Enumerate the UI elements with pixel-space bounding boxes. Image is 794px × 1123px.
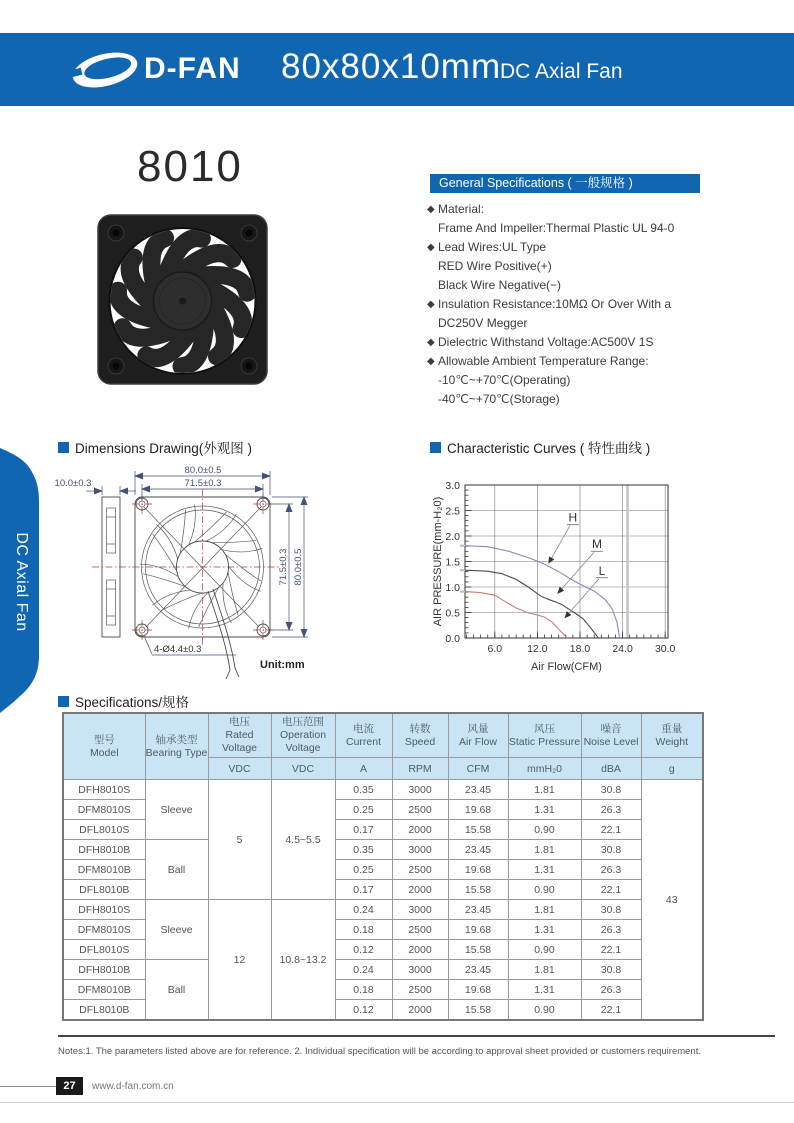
col-unit: VDC — [208, 758, 271, 780]
col-header: 重量 Weight — [641, 713, 703, 758]
col-header: 型号 Model — [63, 713, 145, 780]
spec-item-text: Material: — [438, 202, 485, 216]
col-unit: VDC — [271, 758, 335, 780]
spec-item-text: Dielectric Withstand Voltage:AC500V 1S — [438, 335, 654, 349]
cell-pressure: 0.90 — [508, 880, 581, 900]
svg-text:18.0: 18.0 — [569, 643, 591, 655]
cell-airflow: 15.58 — [448, 940, 508, 960]
cell-speed: 2000 — [392, 940, 448, 960]
cell-pressure: 0.90 — [508, 940, 581, 960]
cell-current: 0.18 — [335, 920, 392, 940]
spec-item — [427, 219, 787, 238]
cell-operation-voltage: 4.5~5.5 — [271, 780, 335, 900]
cell-airflow: 15.58 — [448, 880, 508, 900]
spec-table-wrap — [62, 712, 704, 1021]
website-url: www.d-fan.com.cn — [92, 1081, 174, 1092]
cell-weight: 43 — [641, 780, 703, 1021]
spec-item — [427, 314, 787, 333]
dim-holes-label: 4-Ø4.4±0.3 — [154, 644, 202, 655]
svg-text:Air Flow(CFM): Air Flow(CFM) — [531, 661, 602, 673]
cell-speed: 2000 — [392, 820, 448, 840]
svg-text:12.0: 12.0 — [527, 643, 548, 655]
spec-table-section-title: Specifications/规格 — [58, 691, 189, 711]
svg-text:2.0: 2.0 — [445, 530, 460, 543]
cell-speed: 3000 — [392, 960, 448, 980]
cell-pressure: 1.81 — [508, 900, 581, 920]
general-specs-header: General Specifications ( 一般规格 ) — [430, 174, 700, 193]
cell-current: 0.12 — [335, 940, 392, 960]
cell-airflow: 19.68 — [448, 800, 508, 820]
cell-airflow: 23.45 — [448, 900, 508, 920]
svg-text:1.0: 1.0 — [445, 581, 460, 594]
cell-model: DFH8010S — [63, 780, 145, 800]
cell-current: 0.17 — [335, 820, 392, 840]
page-title-size: 80x80x10mm — [281, 47, 502, 86]
cell-pressure: 0.90 — [508, 820, 581, 840]
cell-current: 0.35 — [335, 840, 392, 860]
cell-model: DFL8010S — [63, 940, 145, 960]
cell-airflow: 23.45 — [448, 960, 508, 980]
spec-item-text: Insulation Resistance:10MΩ Or Over With a — [438, 297, 672, 311]
cell-rated-voltage: 5 — [208, 780, 271, 900]
cell-noise: 30.8 — [581, 840, 641, 860]
cell-airflow: 19.68 — [448, 980, 508, 1000]
col-unit: g — [641, 758, 703, 780]
cell-current: 0.12 — [335, 1000, 392, 1021]
cell-model: DFH8010B — [63, 960, 145, 980]
cell-noise: 26.3 — [581, 980, 641, 1000]
cell-model: DFL8010B — [63, 1000, 145, 1021]
cell-model: DFM8010B — [63, 980, 145, 1000]
spec-item — [427, 333, 787, 352]
cell-model: DFL8010S — [63, 820, 145, 840]
spec-item — [427, 238, 787, 257]
cell-noise: 26.3 — [581, 920, 641, 940]
svg-text:30.0: 30.0 — [654, 643, 676, 655]
table-row — [63, 900, 703, 920]
diamond-bullet-icon: ◆ — [427, 299, 435, 310]
dim-thickness-label: 10.0±0.3 — [54, 478, 92, 489]
cell-airflow: 23.45 — [448, 780, 508, 800]
spec-item-text: -40℃~+70℃(Storage) — [438, 392, 560, 406]
cell-current: 0.35 — [335, 780, 392, 800]
page-title-type: DC Axial Fan — [500, 60, 623, 83]
dim-height-label: 80.0±0.5 — [293, 548, 304, 586]
cell-speed: 3000 — [392, 840, 448, 860]
cell-speed: 2000 — [392, 1000, 448, 1021]
cell-current: 0.25 — [335, 860, 392, 880]
cell-speed: 2000 — [392, 880, 448, 900]
spec-item — [427, 371, 787, 390]
cell-current: 0.24 — [335, 900, 392, 920]
col-unit: dBA — [581, 758, 641, 780]
cell-pressure: 1.31 — [508, 920, 581, 940]
svg-text:0.5: 0.5 — [445, 607, 460, 620]
curves-section-title: Characteristic Curves ( 特性曲线 ) — [430, 437, 650, 457]
svg-text:H: H — [568, 510, 578, 525]
cell-speed: 2500 — [392, 860, 448, 880]
cell-model: DFM8010B — [63, 860, 145, 880]
spec-item — [427, 200, 787, 219]
spec-item-text: Black Wire Negative(−) — [438, 278, 562, 292]
side-tab — [0, 440, 44, 730]
col-header: 电压范围 Operation Voltage — [271, 713, 335, 758]
spec-table — [62, 712, 704, 1021]
cell-speed: 3000 — [392, 780, 448, 800]
dimensions-section-title: Dimensions Drawing(外观图 ) — [58, 437, 252, 457]
cell-current: 0.24 — [335, 960, 392, 980]
cell-model: DFL8010B — [63, 880, 145, 900]
cell-rated-voltage: 12 — [208, 900, 271, 1021]
diamond-bullet-icon: ◆ — [427, 242, 435, 253]
col-header: 风压 Static Pressure — [508, 713, 581, 758]
brand-logo-icon — [70, 48, 140, 93]
svg-text:AIR PRESSURE(mm-H₂0): AIR PRESSURE(mm-H₂0) — [432, 496, 444, 627]
col-unit: CFM — [448, 758, 508, 780]
table-row — [63, 840, 703, 860]
cell-noise: 30.8 — [581, 780, 641, 800]
cell-noise: 30.8 — [581, 960, 641, 980]
spec-item — [427, 352, 787, 371]
cell-noise: 26.3 — [581, 860, 641, 880]
col-header: 电流 Current — [335, 713, 392, 758]
side-tab-label: DC Axial Fan — [13, 532, 30, 632]
spec-item — [427, 295, 787, 314]
spec-item — [427, 257, 787, 276]
page-number-rule — [0, 1086, 56, 1087]
dim-hole-pitch-v-label: 71.5±0.3 — [278, 548, 289, 586]
blue-square-bullet-icon — [58, 442, 69, 453]
svg-text:6.0: 6.0 — [487, 643, 503, 655]
notes-divider — [58, 1035, 775, 1037]
brand-name: D-FAN — [144, 52, 241, 85]
spec-item-text: Allowable Ambient Temperature Range: — [438, 354, 649, 368]
cell-airflow: 15.58 — [448, 820, 508, 840]
cell-pressure: 1.31 — [508, 860, 581, 880]
cell-airflow: 19.68 — [448, 860, 508, 880]
cell-airflow: 15.58 — [448, 1000, 508, 1021]
fan-product-image — [95, 212, 270, 387]
cell-operation-voltage: 10.8~13.2 — [271, 900, 335, 1021]
cell-pressure: 1.81 — [508, 960, 581, 980]
svg-text:2.5: 2.5 — [445, 505, 460, 518]
cell-noise: 22.1 — [581, 880, 641, 900]
col-unit: RPM — [392, 758, 448, 780]
col-header: 风量 Air Flow — [448, 713, 508, 758]
cell-model: DFM8010S — [63, 800, 145, 820]
cell-pressure: 1.31 — [508, 980, 581, 1000]
col-header: 噪音 Noise Level — [581, 713, 641, 758]
cell-model: DFH8010S — [63, 900, 145, 920]
cell-model: DFM8010S — [63, 920, 145, 940]
cell-speed: 2500 — [392, 800, 448, 820]
cell-speed: 2500 — [392, 980, 448, 1000]
svg-text:L: L — [598, 563, 606, 578]
cell-noise: 30.8 — [581, 900, 641, 920]
col-header: 轴承类型 Bearing Type — [145, 713, 208, 780]
table-header-row — [63, 713, 703, 758]
svg-text:0.0: 0.0 — [445, 632, 460, 645]
notes-text: Notes:1. The parameters listed above are for reference. 2. Individual specification will be according to approval sheet provided or customers requirement. — [58, 1046, 701, 1057]
cell-pressure: 1.81 — [508, 780, 581, 800]
model-number-heading: 8010 — [137, 142, 243, 191]
cell-noise: 22.1 — [581, 940, 641, 960]
cell-speed: 3000 — [392, 900, 448, 920]
cell-noise: 22.1 — [581, 820, 641, 840]
cell-noise: 26.3 — [581, 800, 641, 820]
diamond-bullet-icon: ◆ — [427, 356, 435, 367]
general-specs-list — [427, 200, 787, 409]
cell-current: 0.18 — [335, 980, 392, 1000]
cell-airflow: 23.45 — [448, 840, 508, 860]
cell-pressure: 1.81 — [508, 840, 581, 860]
table-row — [63, 960, 703, 980]
spec-item — [427, 390, 787, 409]
dimensions-drawing — [40, 455, 340, 705]
blue-square-bullet-icon — [430, 442, 441, 453]
cell-model: DFH8010B — [63, 840, 145, 860]
svg-text:M: M — [592, 537, 603, 552]
characteristic-curves-chart — [430, 455, 790, 685]
cell-pressure: 0.90 — [508, 1000, 581, 1021]
cell-speed: 2500 — [392, 920, 448, 940]
dim-width-label: 80.0±0.5 — [184, 465, 222, 476]
cell-current: 0.17 — [335, 880, 392, 900]
cell-airflow: 19.68 — [448, 920, 508, 940]
unit-label: Unit:mm — [260, 659, 305, 671]
cell-bearing: Sleeve — [145, 900, 208, 960]
col-unit: A — [335, 758, 392, 780]
cell-bearing: Ball — [145, 960, 208, 1021]
svg-text:24.0: 24.0 — [612, 643, 633, 655]
spec-item — [427, 276, 787, 295]
spec-item-text: -10℃~+70℃(Operating) — [438, 373, 571, 387]
spec-item-text: Lead Wires:UL Type — [438, 240, 547, 254]
cell-current: 0.25 — [335, 800, 392, 820]
svg-text:3.0: 3.0 — [445, 479, 460, 492]
svg-text:1.5: 1.5 — [445, 556, 460, 569]
spec-item-text: RED Wire Positive(+) — [438, 259, 552, 273]
dim-hole-pitch-label: 71.5±0.3 — [184, 478, 222, 489]
bottom-rule — [0, 1102, 794, 1103]
col-header: 电压 Rated Voltage — [208, 713, 271, 758]
col-header: 转数 Speed — [392, 713, 448, 758]
diamond-bullet-icon: ◆ — [427, 337, 435, 348]
page-number-badge: 27 — [56, 1077, 83, 1095]
cell-pressure: 1.31 — [508, 800, 581, 820]
cell-bearing: Ball — [145, 840, 208, 900]
table-row — [63, 780, 703, 800]
spec-item-text: DC250V Megger — [438, 316, 528, 330]
blue-square-bullet-icon — [58, 696, 69, 707]
col-unit: mmH₂0 — [508, 758, 581, 780]
cell-noise: 22.1 — [581, 1000, 641, 1021]
diamond-bullet-icon: ◆ — [427, 204, 435, 215]
spec-item-text: Frame And Impeller:Thermal Plastic UL 94-0 — [438, 221, 675, 235]
cell-bearing: Sleeve — [145, 780, 208, 840]
